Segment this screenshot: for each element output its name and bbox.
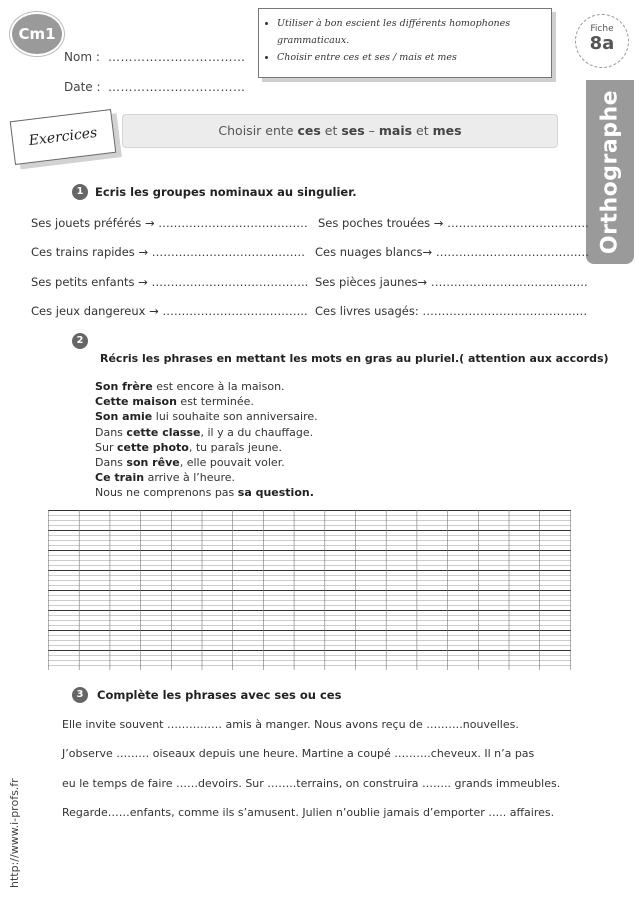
sentence-list [95,379,318,501]
fill-in-line[interactable]: J’observe ……… oiseaux depuis une heure. Martine a coupé ……….cheveux. Il n’a pas [62,747,535,760]
subject-label: Orthographe [597,89,623,255]
question-number: 1 [72,184,88,200]
sentence: Sur cette photo, tu paraîs jeune. [95,440,282,454]
objective-item: • Utiliser à bon escient les différents homophones grammaticaux. [277,15,551,49]
question-instruction: Ecris les groupes nominaux au singulier. [95,185,357,199]
level-badge: Cm1 [12,14,62,54]
objective-item: • Choisir entre ces et ses / mais et mes [277,49,551,66]
question-number: 2 [72,333,88,349]
title-prefix: Choisir ente [218,123,298,138]
sentence: Dans cette classe, il y a du chauffage. [95,425,314,439]
exercise-line[interactable]: Ses pièces jaunes→ ……………………………….…. [315,275,588,289]
title-word: mais [378,123,413,138]
nom-label: Nom : [64,50,100,64]
footer-url: http://www.i-profs.fr [8,778,21,888]
writing-grid[interactable] [48,510,571,670]
exercise-line[interactable]: Ses poches trouées → ………………………………. [318,216,589,230]
exercises-badge: Exercices [10,109,117,165]
fill-in-line[interactable]: eu le temps de faire ……devoirs. Sur ……..terrains, on construira …….. grands immeubles. [62,777,561,790]
exercise-line[interactable]: Ses petits enfants → ………………………………….. [31,275,309,289]
sentence: Dans son rêve, elle pouvait voler. [95,456,285,470]
exercise-line[interactable]: Ces livres usagés: ……………………………………. [315,304,588,318]
title-text: et [412,123,433,138]
sentence: Nous ne comprenons pas sa question. [95,486,314,500]
fill-in-line[interactable]: Regarde……enfants, comme ils s’amusent. Julien n’oublie jamais d’emporter ….. affaires. [62,806,555,819]
sentence: Cette maison est terminée. [95,395,254,409]
fill-in-line[interactable]: Elle invite souvent …………… amis à manger. Nous avons reçu de ……….nouvelles. [62,718,519,731]
date-field[interactable]: …………………………… [108,80,246,94]
date-label: Date : [64,80,101,94]
title-word: ces [297,123,321,138]
sentence: Son frère est encore à la maison. [95,380,285,393]
exercise-line[interactable]: Ses jouets préférés → ………………………………… [31,216,308,230]
title-text: et [320,123,342,138]
question-number: 3 [72,687,88,703]
exercise-line[interactable]: Ces jeux dangereux → ……………………………….. [31,304,308,318]
nom-field[interactable]: …………………………… [108,50,246,64]
exercise-line[interactable]: Ces nuages blancs→ ……………………………….… [315,245,589,259]
fiche-number: 8a [589,33,615,54]
question-instruction: Récris les phrases en mettant les mots en gras au pluriel.( attention aux accords) [100,352,609,365]
exercise-line[interactable]: Ces trains rapides → …………………………………. [31,245,305,259]
title-text: – [364,123,379,138]
fiche-label: Fiche [590,24,614,34]
sentence: Son amie lui souhaite son anniversaire. [95,410,318,424]
page-title [122,114,558,148]
title-word: ses [341,123,365,138]
sentence: Ce train arrive à l’heure. [95,471,236,485]
question-instruction: Complète les phrases avec ses ou ces [97,688,342,702]
fiche-badge [575,14,629,68]
title-word: mes [432,123,462,138]
subject-side-tab [586,80,634,264]
objectives-box [258,8,552,78]
